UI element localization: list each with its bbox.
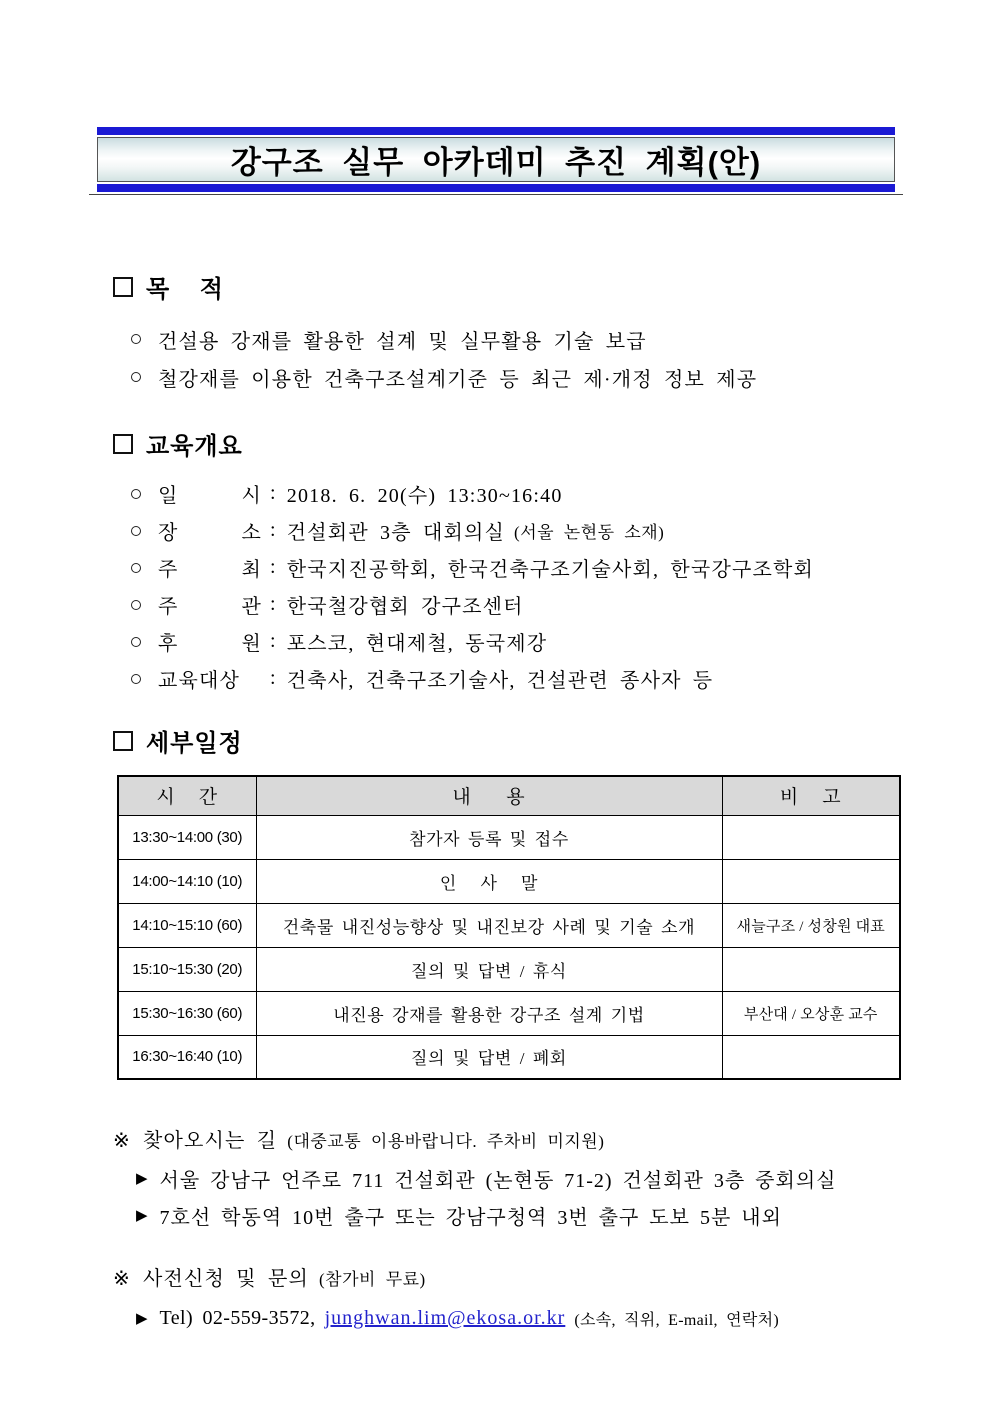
time-cell: 15:10~15:30 (20) (118, 947, 256, 991)
time-cell: 16:30~16:40 (10) (118, 1035, 256, 1079)
purpose-heading: 목 적 (146, 276, 224, 303)
table-row (118, 947, 900, 991)
banner-top-bar (97, 127, 895, 135)
triangle-bullet-icon: ▶ (136, 1208, 149, 1224)
overview-item-value: 건설회관 3층 대회의실 (286, 522, 506, 544)
title-banner (97, 127, 895, 195)
directions-title-row (113, 1124, 992, 1153)
banner-body (97, 137, 895, 182)
directions-items (0, 1160, 992, 1234)
triangle-bullet-icon: ▶ (136, 1171, 149, 1187)
list-item (131, 320, 992, 358)
list-item (131, 586, 992, 623)
overview-item-note: (서울 논현동 소재) (514, 523, 665, 542)
overview-item-value: 건축사, 건축구조기술사, 건설관련 종사자 등 (286, 670, 714, 692)
purpose-items (0, 320, 992, 396)
circle-bullet-icon (131, 489, 141, 499)
colon-separator: : (270, 556, 277, 578)
circle-bullet-icon (131, 563, 141, 573)
triangle-bullet-icon: ▶ (136, 1311, 149, 1327)
list-item (131, 623, 992, 660)
time-cell: 13:30~14:00 (30) (118, 815, 256, 859)
list-item (136, 1300, 992, 1337)
list-item (131, 475, 992, 512)
remark-cell (722, 1035, 900, 1079)
purpose-item-text: 건설용 강재를 활용한 설계 및 실무활용 기술 보급 (158, 330, 647, 353)
section-directions (0, 1124, 992, 1234)
circle-bullet-icon (131, 600, 141, 610)
list-item (136, 1160, 992, 1197)
overview-item-value: 한국지진공학회, 한국건축구조기술사회, 한국강구조학회 (286, 559, 815, 581)
column-header-content: 내 용 (256, 776, 722, 815)
directions-note: (대중교통 이용바랍니다. 주차비 미지원) (287, 1132, 605, 1151)
overview-item-value: 포스코, 현대제철, 동국제강 (286, 633, 548, 655)
schedule-heading: 세부일정 (146, 730, 243, 757)
content-cell: 질의 및 답변 / 휴식 (256, 947, 722, 991)
circle-bullet-icon (131, 637, 141, 647)
schedule-table (117, 775, 901, 1080)
table-row (118, 859, 900, 903)
directions-item-text: 서울 강남구 언주로 711 건설회관 (논현동 71-2) 건설회관 3층 중회의실 (159, 1170, 837, 1192)
circle-bullet-icon (131, 334, 141, 344)
column-header-time: 시 간 (118, 776, 256, 815)
purpose-item-text: 철강재를 이용한 건축구조설계기준 등 최근 제·개정 정보 제공 (158, 368, 758, 391)
colon-separator: : (270, 630, 277, 652)
circle-bullet-icon (131, 372, 141, 382)
content-cell: 내진용 강재를 활용한 강구조 설계 기법 (256, 991, 722, 1035)
page-title: 강구조 실무 아카데미 추진 계획(안) (230, 145, 762, 180)
overview-items (0, 475, 992, 697)
colon-separator: : (270, 593, 277, 615)
overview-item-label: 일 시 (158, 485, 262, 507)
overview-item-label: 장 소 (158, 522, 262, 544)
remark-cell (722, 947, 900, 991)
contact-items (0, 1300, 992, 1337)
table-header-row (118, 776, 900, 815)
section-contact (0, 1262, 992, 1337)
overview-item-value: 2018. 6. 20(수) 13:30~16:40 (286, 485, 563, 507)
overview-item-label: 교육대상 (158, 670, 241, 692)
remark-cell: 새늘구조 / 성창원 대표 (722, 903, 900, 947)
section-purpose (0, 269, 992, 396)
time-cell: 15:30~16:30 (60) (118, 991, 256, 1035)
overview-heading: 교육개요 (146, 433, 243, 460)
checkbox-square-icon (113, 277, 133, 297)
circle-bullet-icon (131, 674, 141, 684)
contact-title: 사전신청 및 문의 (142, 1268, 310, 1290)
list-item (131, 512, 992, 549)
table-row (118, 1035, 900, 1079)
schedule-heading-row (113, 723, 992, 758)
colon-separator: : (270, 667, 277, 689)
content-cell: 질의 및 답변 / 폐회 (256, 1035, 722, 1079)
contact-title-row (113, 1262, 992, 1291)
purpose-heading-row (113, 269, 992, 304)
contact-tel: Tel) 02-559-3572, (159, 1307, 316, 1329)
reference-mark-icon: ※ (113, 1130, 131, 1152)
table-row (118, 991, 900, 1035)
remark-cell (722, 859, 900, 903)
remark-cell (722, 815, 900, 859)
table-row (118, 815, 900, 859)
directions-title: 찾아오시는 길 (142, 1130, 278, 1152)
directions-item-text: 7호선 학동역 10번 출구 또는 강남구청역 3번 출구 도보 5분 내외 (159, 1207, 782, 1229)
overview-item-label: 주 관 (158, 596, 262, 618)
column-header-remark: 비 고 (722, 776, 900, 815)
overview-heading-row (113, 426, 992, 461)
section-overview (0, 426, 992, 697)
table-row (118, 903, 900, 947)
reference-mark-icon: ※ (113, 1268, 131, 1290)
overview-item-label: 주 최 (158, 559, 262, 581)
list-item (136, 1197, 992, 1234)
list-item (131, 660, 992, 697)
time-cell: 14:00~14:10 (10) (118, 859, 256, 903)
section-schedule (0, 723, 992, 1080)
remark-cell: 부산대 / 오상훈 교수 (722, 991, 900, 1035)
checkbox-square-icon (113, 434, 133, 454)
circle-bullet-icon (131, 526, 141, 536)
colon-separator: : (270, 519, 277, 541)
banner-bottom-bar (97, 184, 895, 192)
contact-email-link[interactable]: junghwan.lim@ekosa.or.kr (324, 1307, 566, 1329)
contact-suffix: (소속, 직위, E-mail, 연락처) (574, 1312, 779, 1329)
overview-item-label: 후 원 (158, 633, 262, 655)
list-item (131, 358, 992, 396)
banner-underline (89, 194, 903, 195)
content-cell: 참가자 등록 및 접수 (256, 815, 722, 859)
contact-note: (참가비 무료) (319, 1270, 426, 1289)
colon-separator: : (270, 482, 277, 504)
content-cell: 인 사 말 (256, 859, 722, 903)
checkbox-square-icon (113, 731, 133, 751)
list-item (131, 549, 992, 586)
overview-item-value: 한국철강협회 강구조센터 (286, 596, 524, 618)
time-cell: 14:10~15:10 (60) (118, 903, 256, 947)
content-cell: 건축물 내진성능향상 및 내진보강 사례 및 기술 소개 (256, 903, 722, 947)
